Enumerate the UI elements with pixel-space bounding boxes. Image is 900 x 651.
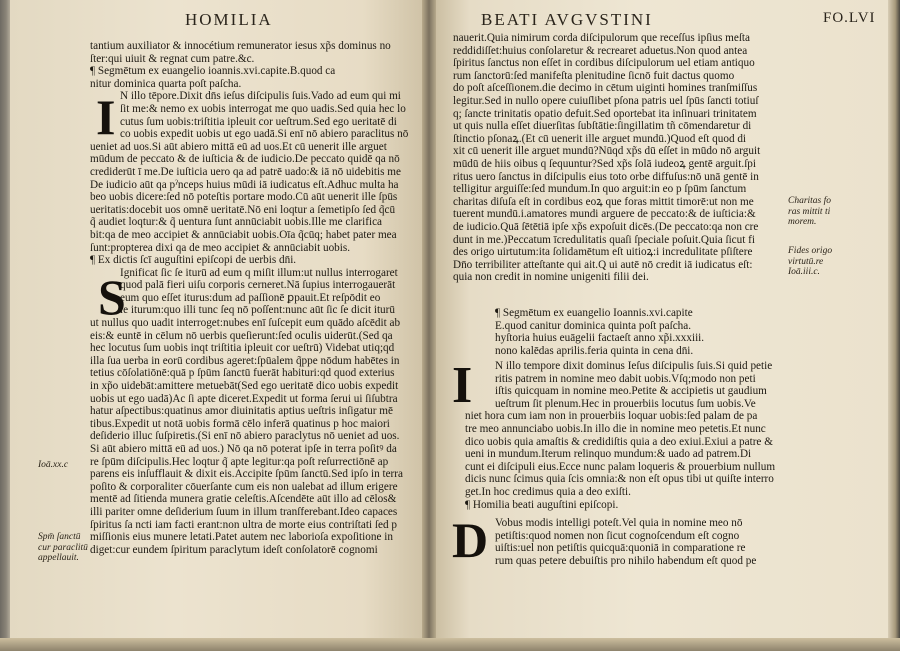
text-line: rum quas petere debuiſtis pro nihilo habendum eſt quod pe xyxy=(495,554,757,567)
drop-cap-initial: D xyxy=(452,512,489,568)
text-line: virtutū.re xyxy=(788,256,824,267)
bottom-edge xyxy=(0,638,900,651)
text-line: hec locutus ſum uobis inqt triſtitia ipleuit cor ueſtrū) Videbat utiq;qd xyxy=(90,342,395,355)
text-line: Spm̄ ſanctū xyxy=(38,532,81,542)
text-line: appellauit. xyxy=(38,553,79,563)
text-line: E.quod canitur dominica quinta poſt paſcha. xyxy=(495,319,692,332)
drop-cap-initial: I xyxy=(96,89,116,145)
margin-note xyxy=(38,532,88,564)
text-line: Fides origo xyxy=(788,246,833,256)
text-line: Dn̄o terribiliter atteſtante qui ait.Q ui autē nō credit iā iudicatus eſt: xyxy=(453,258,753,271)
right-page-text-top xyxy=(453,32,798,284)
text-line: Charitas fo xyxy=(788,196,832,206)
text-line: ueni in mundum.Iterum relinquo mundum:& uado ad patrem.Di xyxy=(465,448,752,461)
text-line: N illo tempore dixit dominus Ieſus diſcipulis ſuis.Si quid petie xyxy=(495,360,773,372)
text-line: deſiderio illuc ſuſpiretis.(Si enī nō abiero paraclytus nō ueniet ad uos. xyxy=(90,430,400,443)
text-line: Ioā.iii.c. xyxy=(788,267,820,277)
right-page xyxy=(433,0,891,640)
text-line: telligitur arguiſſe:ſed mundum.In quo arguit:in eo p ſpūm ſanctum xyxy=(453,183,747,196)
text-line: eum quo eſſet iturus:dum ad paſſionē ꝑpauit.Et reſpōdit eo xyxy=(120,291,381,304)
drop-cap-initial: S xyxy=(98,269,126,325)
text-line: ueniet ad uos.Si aūt abiero mittā eū ad uos.Et cū uenerit ille arguet xyxy=(90,140,387,153)
text-line: q; ſancte trinitatis opatio defuit.Sed oportebat ita inſinuari trinitatem xyxy=(453,107,757,120)
text-line: ut nullus quo uadit interroget:nubes enī ſuſcepit eum quādo aſcēdit ab xyxy=(90,317,401,330)
text-line: miſſionis eius munere letati.Patet autem nec laborioſa expoſitione in xyxy=(90,531,393,544)
text-line: eis:& euntē in cēlum nō uerbis queſierunt:ſed oculis uiderūt.(Sed qa xyxy=(90,329,393,342)
text-line: tibus.Expedit ut notā uobis formā cēlo inferā quatinus p hoc maiori xyxy=(90,417,390,430)
text-line: cutus ſum uobis:triſtitia ipleuit cor ueſtrum.Sed ego ueritatē di xyxy=(120,115,397,128)
text-line: ſpiritus ſa ncti iam facti erant:non ultra de morte eius contriſtati ſed p xyxy=(90,518,397,531)
text-line: niet hora cum iam non in prouerbiis loquar uobis:ſed palam de pa xyxy=(465,410,758,423)
text-line: legitur.Sed in nullo opere cuiuſlibet pſona patris uel ſpūs ſancti totiuſ xyxy=(453,94,759,107)
text-line: N illo tēpore.Dixit dn̄s ieſus diſcipulis ſuis.Vado ad eum qui mi xyxy=(120,90,401,103)
text-line: ¶ Ex dictis ſcī auguſtini epiſcopi de uerbis dn̄i. xyxy=(90,254,297,267)
text-line: iſtis quicquam in nomine meo.Petite & accipietis ut gaudium xyxy=(495,385,767,398)
margin-note xyxy=(788,246,832,278)
left-page-text xyxy=(90,40,425,556)
text-line: morem. xyxy=(788,217,817,227)
page-edge xyxy=(888,0,900,651)
text-line: ſit me:& nemo ex uobis interrogat me quo uadis.Sed quia hec lo xyxy=(120,102,406,115)
text-line: Ignificat ſic ſe iturū ad eum q miſit illum:ut nullus interrogaret xyxy=(120,266,398,279)
text-line: nono kalēdas aprilis.feria quinta in cena dn̄i. xyxy=(495,344,694,357)
text-line: dicis nunc ſcimus quia ſcis omnia:& non eſt opus tibi ut quiſte interro xyxy=(465,473,774,486)
homily-text xyxy=(465,517,795,567)
text-line: q̃ audiet loqtur:& q̃ uentura ſunt annūciabit uobis.Ille me clarifica xyxy=(90,216,383,229)
text-line: re ſpūm diſcipulis.Hec loqtur q̃ apte legitur:qa poſt reſurrectiōnē ap xyxy=(90,455,389,468)
text-line: ¶ Homilia beati auguſtini epiſcopi. xyxy=(465,498,619,511)
right-running-head: BEATI AVGVSTINI xyxy=(481,10,653,29)
text-line: illi pariter omne deſiderium ſuum in illum tranſferebant.Ideo capaces xyxy=(90,505,398,518)
text-line: quia non credit in nomine unigeniti filii dei. xyxy=(453,271,649,284)
margin-note-line: Ioā.xx.c xyxy=(38,460,69,470)
text-line: illa ſua uerba in eorū cordibus ageret:ſpūalem q̃ppe nōdum habētes in xyxy=(90,354,400,367)
text-line: hatur aſpectibus:quatinus amor diuinitatis aptius ueſtris inſigatur mē xyxy=(90,405,393,418)
text-line: des origo uirtutum:ita ſolidamētum eſt uitioꝝ:i incredulitate pſiſtere xyxy=(453,246,753,259)
text-line: charitas diſuſa eſt in cordibus eoꝝ que foras mittit timorē:ut non me xyxy=(453,195,754,208)
text-line: petiſtis:quod nomen non ſicut cognoſcendum eſt cogno xyxy=(495,529,740,542)
text-line: ſpiritus ſanctus non eſſet in cordibus diſcipulorum uel etiam antiquo xyxy=(453,57,755,70)
text-line: De iudicio aūt qa pˀnceps huius mūdi iā iudicatus eſt.Adhuc multa ha xyxy=(90,178,399,191)
text-line: parens eis inſufflauit & dixit eis.Accipite ſpūm ſanctū.Sed ipſo in terra xyxy=(90,468,403,481)
text-line: nauerit.Quia nimirum corda diſcipulorum que receſſus ipſius meſta xyxy=(453,32,751,44)
book-gutter xyxy=(422,0,436,651)
text-line: co uobis expedit uobis ut ego uadā.Si enī nō abiero paraclitus nō xyxy=(120,128,409,141)
text-line: quod palā fieri uiſu corporis cerneret.Nā ſupius interrogauerāt xyxy=(120,279,396,292)
text-line: dunt in me.)Peccatum īcredulitatis quaſi ſpeciale poſuit.Quia ſicut fi xyxy=(453,233,755,246)
text-line: in xp̃o uidebāt:amittere metuebāt(Sed ego ueritatē dico uobis expedit xyxy=(90,380,399,393)
margin-note xyxy=(38,460,68,471)
text-line: nitur dominica quarta poſt paſcha. xyxy=(90,77,242,90)
left-running-head: HOMILIA xyxy=(185,10,273,29)
text-line: tetius cōſolatiōnē:quā p ſpūm ſanctū fuerāt habituri:qd quod exterius xyxy=(90,367,395,380)
text-line: ſter:qui uiuit & regnat cum patre.&c. xyxy=(90,52,255,65)
text-line: do poſt aſceſſionem.die decimo in cētum uiginti homines tranſmiſſus xyxy=(453,82,758,95)
text-line: ſunt:propterea dixi qa de meo accipiet & annūciabit uobis. xyxy=(90,241,351,254)
text-line: crediderūt ī me.De iuſticia uero qa ad patrē uado:& iā nō uidebitis me xyxy=(90,165,401,178)
text-line: ut quis nulla eſſet diuerſitas ſubſtātie:ſingillatim tñ cōmendaretur di xyxy=(453,120,752,133)
text-line: ras mittit ti xyxy=(788,206,831,217)
text-line: dico uobis quia amaſtis & credidiſtis quia a deo exiui.Exiui a patre & xyxy=(465,435,773,448)
margin-note xyxy=(788,196,831,228)
text-line: cur paraclitū xyxy=(38,542,88,553)
text-line: reddidiſſet:huius conſolaretur & recrearet aduetus.Non quod antea xyxy=(453,44,748,57)
text-line: mentē ad ſitienda munera gratie celeſtis.Aſcendēte aūt illo ad cēlos& xyxy=(90,493,397,506)
text-line: ¶ Segmētum ex euangelio ioannis.xvi.capite.B.quod ca xyxy=(90,65,336,78)
folio-number: FO.LVI xyxy=(823,10,876,26)
text-line: cunt ei diſcipuli eius.Ecce nunc palam loqueris & prouerbium nullum xyxy=(465,460,776,473)
gospel-text xyxy=(465,360,795,511)
text-line: ¶ Segmētum ex euangelio Ioannis.xvi.capite xyxy=(495,307,693,319)
text-line: poſito & corporaliter cōuerſante cum eis non ualebat ad illum erigere xyxy=(90,480,398,493)
text-line: uobis ut ego uadā)Ac ſi apte diceret.Expedit ut forma ſerui ui ſiſubtra xyxy=(90,392,398,405)
text-line: Vobus modis intelligi poteſt.Vel quia in nomine meo nō xyxy=(495,517,743,529)
text-line: ueſtrum ſit plenum.Hec in prouerbiis locutus ſum uobis.Ve xyxy=(495,397,756,410)
text-line: ritis patrem in nomine meo dabit uobis.Vſq;modo non peti xyxy=(495,372,756,385)
text-line: beo uobis dicere:ſed nō poteſtis portare modo.Cū aūt uenerit ille ſpūs xyxy=(90,191,398,204)
drop-cap-initial: I xyxy=(452,357,473,414)
text-line: uiſtis:uel non petiſtis quicquā:quoniā in comparatione re xyxy=(495,542,746,555)
text-line: get.In hoc credimus quia a deo exiſti. xyxy=(465,485,631,498)
text-line: ritus uero ſanctus in diſcipulis eius toto orbe diffuſus:nō unā gentē in xyxy=(453,170,759,183)
text-line: diget:cur eundem ſpiritum paraclytum ideſt conſolatorē cognomi xyxy=(90,543,378,556)
text-line: tantium auxiliator & innocétium remunerator iesus xp̃s dominus no xyxy=(90,40,391,52)
text-line: ſtinctio pſonaꝝ.(Et cū uenerit ille arguet mundū.)Quod eſt quod di xyxy=(453,132,747,145)
text-line: xit cū uenerit ille arguet mundū?Nūqd xp̃s dū eſſet in mūdo nō arguit xyxy=(453,145,761,158)
rubric-text xyxy=(495,307,795,357)
text-line: hyſtoria huius euāgelii factaeſt anno xp̃i.xxxiii. xyxy=(495,332,705,345)
text-line: bit:qa de meo accipiet & annūciabit uobis.Oīa q̃cūq; habet pater mea xyxy=(90,228,397,241)
text-line: Si aūt abiero mittā eū ad uos.) Nō qa nō poterat ipſe in terra poſitꝰ da xyxy=(90,443,397,455)
text-line: tuerent mundū.i.amatores mundi arguere de peccato:& de iuſticia:& xyxy=(453,208,756,221)
text-line: tre meo annunciabo uobis.In illo die in nomine meo petetis.Et nunc xyxy=(465,422,766,435)
text-line: ueritatis:docebit uos omnē ueritatē.Nō eni loqtur a ſemetipſo ſed q̃cū xyxy=(90,203,396,216)
text-line: mūdū de hiis oibus q ſequuntur?Sed xp̃s ſolā iudeoꝝ gentē arguit.ſpi xyxy=(453,157,757,170)
text-line: ſe iturum:quo illi tunc ſeq nō poſſent:nunc aūt ſic ſe dicit iturū xyxy=(120,304,395,317)
text-line: rum ſanctorū:ſed manifeſta plenitudine ſicnō fuit dactus quomo xyxy=(453,69,735,82)
text-line: de iudicio.Quā ſētētiā ipſe xp̃s expoſuit dicēs.(De peccato:qa non cre xyxy=(453,220,759,233)
text-line: mūdum de peccato & de iuſticia & de iudicio.De peccato quidē qa nō xyxy=(90,153,400,166)
